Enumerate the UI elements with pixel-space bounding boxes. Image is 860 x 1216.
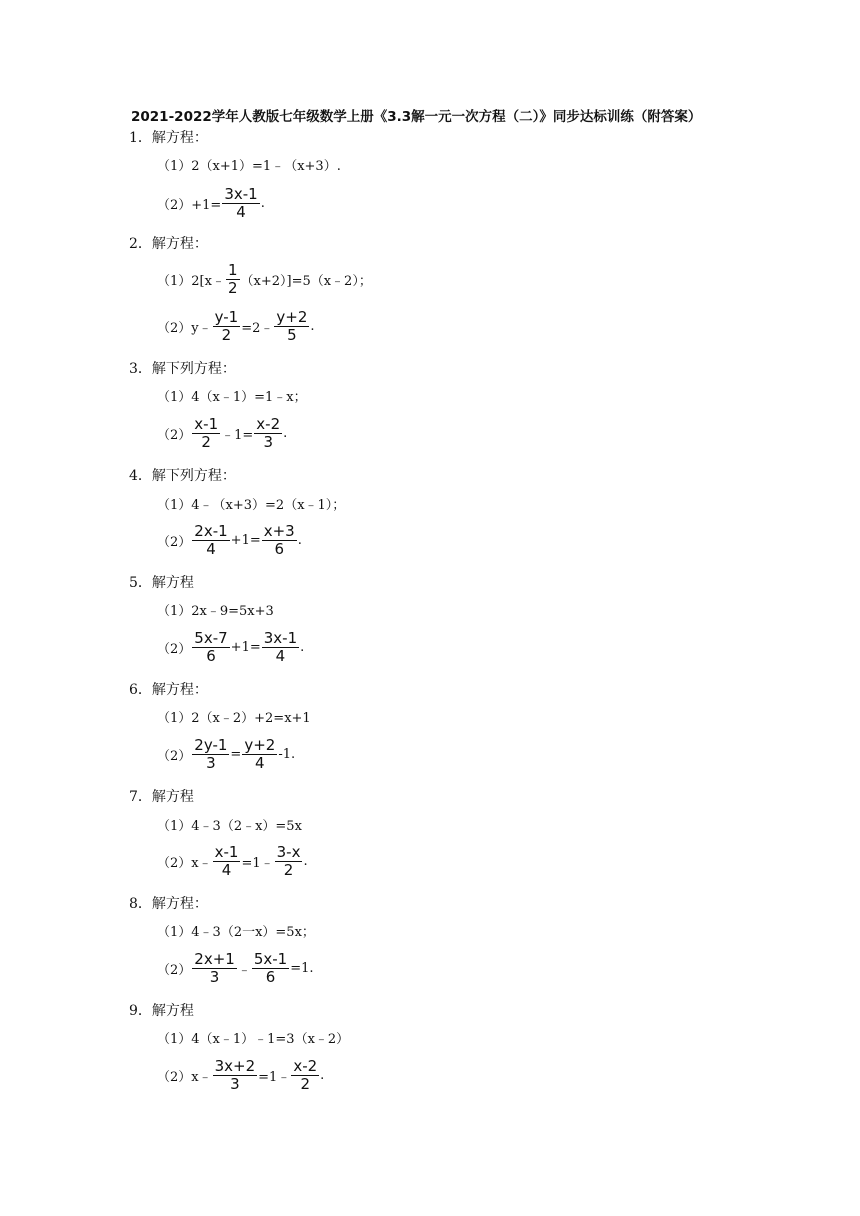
equation-suffix: .	[310, 319, 315, 334]
equation-middle: +1=	[230, 533, 261, 548]
fraction-denominator: 2	[227, 279, 238, 297]
fraction	[275, 844, 303, 879]
fraction-denominator: 4	[275, 647, 286, 665]
fraction-numerator: y+2	[276, 308, 308, 326]
question-5-part-1	[157, 600, 274, 619]
question-9-part-1	[157, 1028, 349, 1047]
equation-text: （1）2（x﹣2）+2=x+1	[157, 711, 311, 726]
question-8-part-1	[157, 921, 315, 940]
fraction	[226, 262, 240, 297]
fraction-numerator: 3x+2	[214, 1057, 256, 1075]
question-1-part-2	[157, 186, 265, 221]
question-1-heading: 1．解方程：	[129, 130, 208, 146]
question-7-heading: 7．解方程	[129, 789, 194, 805]
equation-suffix: =1.	[290, 961, 314, 976]
equation-suffix: .	[300, 640, 305, 655]
question-4-heading: 4．解下列方程：	[129, 468, 236, 484]
question-6-part-2	[157, 737, 295, 772]
fraction	[242, 737, 277, 772]
fraction-numerator: 1	[227, 261, 238, 279]
fraction-numerator: 5x-1	[253, 950, 288, 968]
equation-prefix: （1）2[x﹣	[157, 274, 225, 289]
equation-middle: =	[230, 747, 242, 762]
fraction	[213, 1058, 258, 1093]
fraction	[274, 309, 309, 344]
equation-prefix: （2）	[157, 428, 192, 443]
fraction-denominator: 4	[221, 861, 232, 879]
fraction	[262, 523, 297, 558]
equation-prefix: （2）	[157, 749, 192, 764]
question-5-heading: 5．解方程	[129, 575, 194, 591]
equation-text: （1）4﹣3（2﹣x）=5x	[157, 819, 302, 834]
fraction	[192, 523, 229, 558]
fraction-denominator: 6	[206, 647, 216, 665]
equation-text: （1）2（x+1）=1﹣（x+3）.	[157, 159, 341, 174]
fraction-numerator: y-1	[214, 308, 239, 326]
fraction-denominator: 4	[236, 203, 246, 221]
equation-suffix: .	[303, 854, 308, 869]
page-title: 2021-2022学年人教版七年级数学上册《3.3解一元一次方程（二）》同步达标训练（附答案）	[131, 109, 702, 125]
equation-suffix: .	[260, 196, 265, 211]
equation-middle: ﹣1=	[221, 428, 254, 443]
fraction	[262, 630, 299, 665]
fraction-numerator: x-2	[256, 415, 281, 433]
fraction	[192, 737, 229, 772]
equation-middle: =1﹣	[258, 1070, 291, 1085]
fraction-numerator: x-2	[293, 1057, 318, 1075]
fraction-numerator: 5x-7	[194, 629, 228, 647]
equation-prefix: （2）	[157, 642, 192, 657]
question-7-part-2	[157, 844, 308, 879]
fraction	[222, 186, 259, 221]
equation-text: （1）4﹣3（2一x）=5x；	[157, 925, 315, 940]
fraction-numerator: x+3	[263, 522, 295, 540]
fraction	[192, 416, 220, 451]
question-9-heading: 9．解方程	[129, 1003, 194, 1019]
fraction-numerator: x-1	[214, 843, 239, 861]
equation-prefix: （2）	[157, 963, 192, 978]
question-2-part-2	[157, 309, 315, 344]
fraction	[192, 630, 229, 665]
fraction-denominator: 2	[283, 861, 294, 879]
equation-prefix: （2）x﹣	[157, 1070, 212, 1085]
question-4-part-2	[157, 523, 302, 558]
fraction-denominator: 6	[265, 968, 276, 986]
question-9-part-2	[157, 1058, 324, 1093]
fraction-denominator: 3	[209, 968, 220, 986]
equation-text: （1）4﹣（x+3）=2（x﹣1）；	[157, 498, 346, 513]
fraction-numerator: 3x-1	[263, 629, 298, 647]
equation-middle: ﹣	[237, 963, 251, 978]
fraction-denominator: 3	[206, 754, 216, 772]
question-2-heading: 2．解方程：	[129, 236, 208, 252]
question-1-part-1	[157, 155, 341, 174]
equation-prefix: （2）	[157, 535, 192, 550]
equation-text: （1）2x﹣9=5x+3	[157, 604, 274, 619]
fraction-denominator: 3	[230, 1075, 240, 1093]
question-3-heading: 3．解下列方程：	[129, 361, 236, 377]
fraction-numerator: 3x-1	[224, 185, 258, 203]
equation-suffix: .	[283, 426, 288, 441]
fraction-numerator: y+2	[244, 736, 276, 754]
question-5-part-2	[157, 630, 304, 665]
fraction-numerator: 2x+1	[194, 950, 235, 968]
question-6-part-1	[157, 707, 311, 726]
question-8-part-2	[157, 951, 314, 986]
equation-middle: =2﹣	[241, 321, 274, 336]
fraction-denominator: 5	[287, 326, 297, 344]
question-7-part-1	[157, 815, 302, 834]
fraction	[254, 416, 282, 451]
question-3-part-1	[157, 386, 307, 405]
fraction	[192, 951, 237, 986]
fraction-denominator: 6	[274, 540, 284, 558]
fraction-numerator: 2x-1	[194, 522, 228, 540]
fraction	[213, 844, 241, 879]
fraction-denominator: 4	[255, 754, 265, 772]
equation-suffix: （x+2）]=5（x﹣2）；	[240, 274, 372, 289]
equation-middle: +1=	[230, 640, 261, 655]
fraction-denominator: 3	[263, 433, 273, 451]
fraction	[213, 309, 241, 344]
equation-prefix: （2）x﹣	[157, 856, 212, 871]
equation-suffix: -1.	[278, 747, 296, 762]
equation-prefix: （2）+1=	[157, 198, 222, 213]
fraction-denominator: 2	[201, 433, 211, 451]
equation-text: （1）4（x﹣1）=1﹣x；	[157, 390, 307, 405]
equation-suffix: .	[297, 533, 302, 548]
question-3-part-2	[157, 416, 287, 451]
question-2-part-1	[157, 262, 372, 297]
fraction	[252, 951, 289, 986]
equation-suffix: .	[320, 1068, 325, 1083]
question-4-part-1	[157, 494, 345, 513]
question-6-heading: 6．解方程：	[129, 682, 208, 698]
fraction	[291, 1058, 319, 1093]
question-8-heading: 8．解方程：	[129, 896, 208, 912]
fraction-numerator: x-1	[194, 415, 219, 433]
equation-prefix: （2）y﹣	[157, 321, 212, 336]
equation-middle: =1﹣	[241, 856, 274, 871]
fraction-denominator: 2	[221, 326, 232, 344]
fraction-denominator: 4	[206, 540, 216, 558]
fraction-denominator: 2	[300, 1075, 311, 1093]
equation-text: （1）4（x﹣1）﹣1=3（x﹣2）	[157, 1032, 350, 1047]
fraction-numerator: 2y-1	[194, 736, 228, 754]
fraction-numerator: 3-x	[276, 843, 301, 861]
